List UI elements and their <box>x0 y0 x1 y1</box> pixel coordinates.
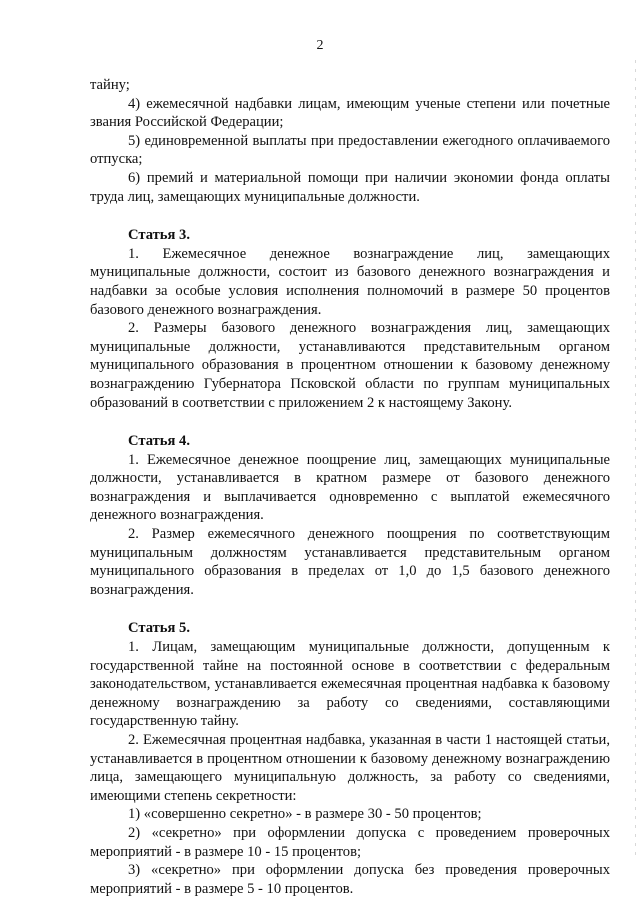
paragraph: 2. Размеры базового денежного вознаграждения лиц, замещающих муниципальные должности, устанавливаются представительным органом муниципального образования в процентном отношении к базовому денежному вознаграждению Губернатора Псковской области по группам муниципальных образований в соответствии с приложением 2 к настоящему Закону. <box>90 320 610 411</box>
paragraph: 1. Ежемесячное денежное поощрение лиц, замещающих муниципальные должности, устанавливается в кратном размере от базового денежного вознаграждения и выплачивается одновременно с выплатой ежемесячного денежного вознаграждения. <box>90 451 610 524</box>
paragraph: 2. Ежемесячная процентная надбавка, указанная в части 1 настоящей статьи, устанавливается в процентном отношении к базовому денежному вознаграждению лица, замещающего муниципальную должность, за работу со сведениями, имеющими степень секретности: <box>90 732 610 804</box>
paragraph: 4) ежемесячной надбавки лицам, имеющим ученые степени или почетные звания Российской Федерации; <box>90 95 610 131</box>
paragraph: 1) «совершенно секретно» - в размере 30 - 50 процентов; <box>128 806 482 823</box>
article-heading: Статья 4. <box>128 433 190 450</box>
paragraph: тайну; <box>90 77 130 93</box>
article-heading: Статья 3. <box>128 227 190 244</box>
paragraph: 2. Размер ежемесячного денежного поощрения по соответствующим муниципальным должностям устанавливается представительным органом муниципального образования в пределах от 1,0 до 1,5 базового денежного вознаграждения. <box>90 526 610 598</box>
page-number: 2 <box>316 38 324 53</box>
scan-edge-artifact <box>635 60 636 860</box>
section-gap <box>90 599 610 619</box>
paragraph: 5) единовременной выплаты при предоставлении ежегодного оплачиваемого отпуска; <box>90 132 610 168</box>
paragraph: 3) «секретно» при оформлении допуска без проведения проверочных мероприятий - в размере 5 - 10 процентов. <box>90 862 610 897</box>
section-gap <box>90 206 610 226</box>
paragraph: 6) премий и материальной помощи при наличии экономии фонда оплаты труда лиц, замещающих муниципальные должности. <box>90 169 610 205</box>
document-body <box>90 76 610 898</box>
section-gap <box>90 412 610 432</box>
paragraph: 1. Ежемесячное денежное вознаграждение лиц, замещающих муниципальные должности, состоит из базового денежного вознаграждения и надбавки за особые условия исполнения полномочий в размере 50 процентов базового денежного вознаграждения. <box>90 245 610 318</box>
article-heading: Статья 5. <box>128 620 190 637</box>
paragraph: 1. Лицам, замещающим муниципальные должности, допущенным к государственной тайне на постоянной основе в соответствии с федеральным законодательством, устанавливается ежемесячная процентная надбавка к базовому денежному вознаграждению за работу со сведениями, составляющими государственную тайну. <box>90 639 610 730</box>
paragraph: 2) «секретно» при оформлении допуска с проведением проверочных мероприятий - в размере 10 - 15 процентов; <box>90 824 610 860</box>
